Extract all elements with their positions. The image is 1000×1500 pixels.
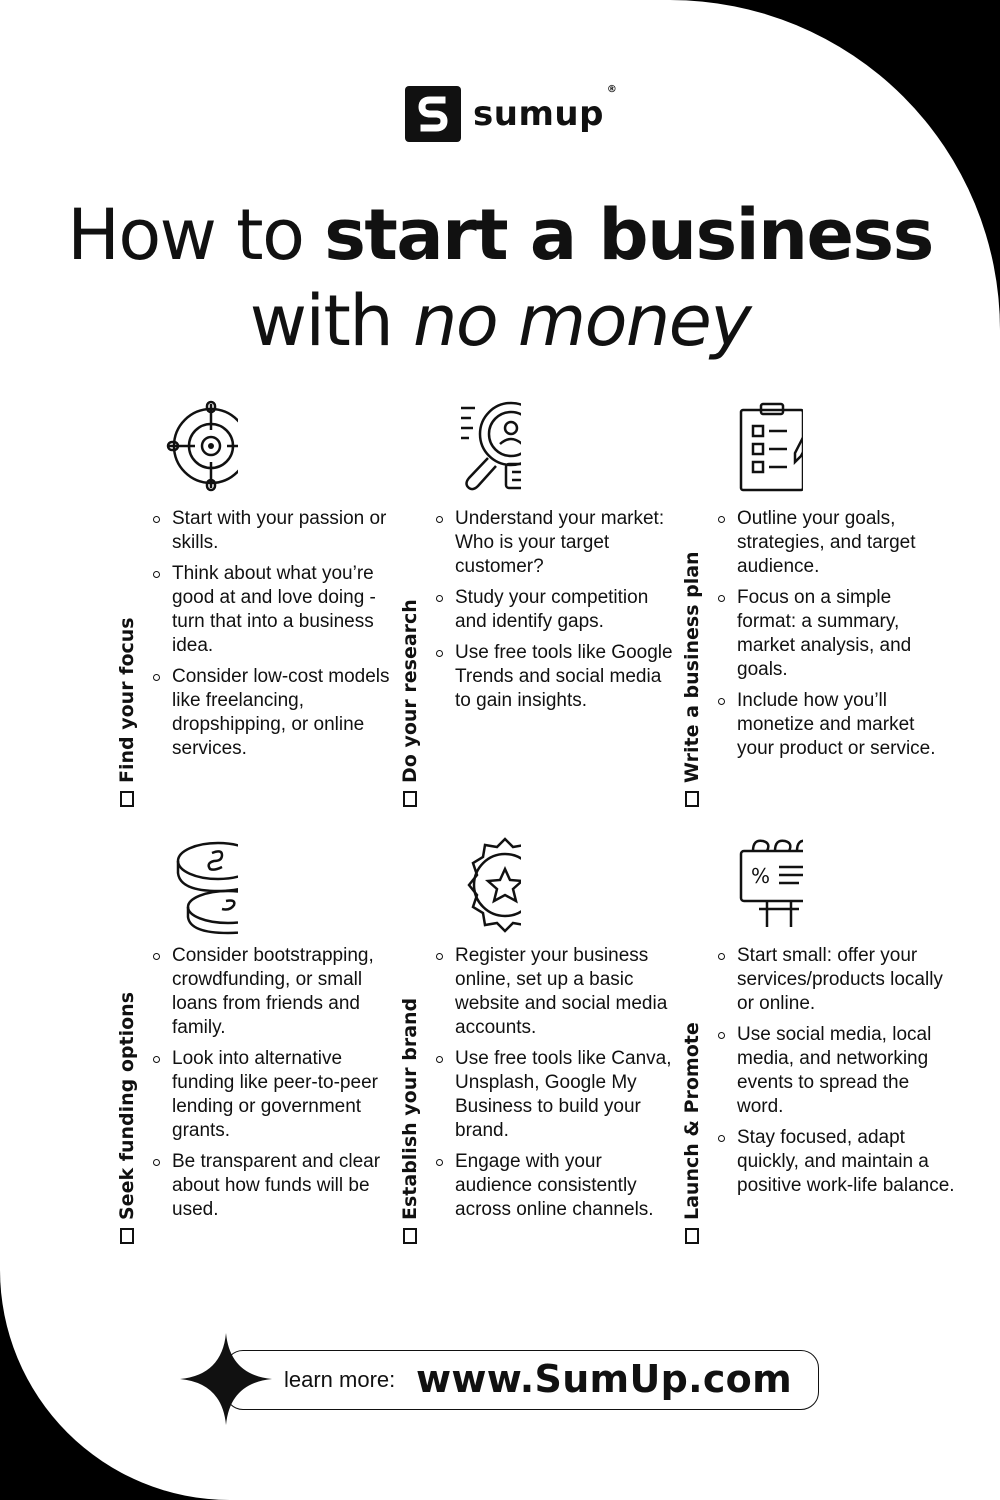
- section-label: [393, 952, 427, 1252]
- list-item: Consider bootstrapping, crowdfunding, or small loans from friends and family.: [150, 944, 390, 1040]
- section-number: [120, 1228, 134, 1244]
- page-title: [0, 192, 1000, 364]
- title-line2-italic: no money: [412, 280, 751, 362]
- list-item: Outline your goals, strategies, and target audience.: [715, 507, 955, 579]
- sparkle-icon: [180, 1333, 272, 1425]
- section-number: [120, 791, 134, 807]
- section-seek-funding-options: [88, 837, 388, 1247]
- section-number: [685, 1228, 699, 1244]
- list-item: Think about what you’re good at and love doing - turn that into a business idea.: [150, 562, 390, 658]
- learn-more-label: learn more:: [284, 1367, 396, 1392]
- list-item: Use social media, local media, and networking events to spread the word.: [715, 1023, 955, 1119]
- list-item: Engage with your audience consistently across online channels.: [433, 1150, 673, 1222]
- section-write-a-business-plan: [653, 400, 953, 810]
- list-item: Be transparent and clear about how funds will be used.: [150, 1150, 390, 1222]
- section-title: Do your research: [399, 599, 421, 783]
- list-item: Focus on a simple format: a summary, market analysis, and goals.: [715, 586, 955, 682]
- website-link[interactable]: www.SumUp.com: [416, 1357, 792, 1401]
- section-do-your-research: [371, 400, 671, 810]
- bullet-list: [150, 507, 390, 768]
- section-title: Write a business plan: [681, 551, 703, 783]
- sumup-logo[interactable]: [405, 86, 617, 142]
- sumup-logo-icon: [405, 86, 461, 142]
- section-launch-and-promote: [653, 837, 953, 1247]
- target-icon: [118, 400, 238, 500]
- title-line1-light: How to: [67, 194, 325, 276]
- learn-more-banner[interactable]: [225, 1350, 819, 1410]
- list-item: Start small: offer your services/products locally or online.: [715, 944, 955, 1016]
- list-item: Study your competition and identify gaps.: [433, 586, 673, 634]
- promo-billboard-icon: [683, 837, 803, 937]
- magnifier-user-icon: [401, 400, 521, 500]
- section-label: [675, 952, 709, 1252]
- svg-text:%: %: [751, 864, 771, 888]
- section-title: Find your focus: [116, 617, 138, 783]
- list-item: Register your business online, set up a basic website and social media accounts.: [433, 944, 673, 1040]
- section-label: [393, 515, 427, 815]
- section-find-your-focus: [88, 400, 388, 810]
- coins-icon: [118, 837, 238, 937]
- clipboard-checklist-icon: [683, 400, 803, 500]
- section-label: [110, 952, 144, 1252]
- bullet-list: [150, 944, 390, 1229]
- list-item: Start with your passion or skills.: [150, 507, 390, 555]
- list-item: Stay focused, adapt quickly, and maintain a positive work-life balance.: [715, 1126, 955, 1198]
- title-line1-bold: start a business: [324, 194, 933, 276]
- bullet-list: [715, 507, 955, 768]
- star-badge-icon: [401, 837, 521, 937]
- section-label: [675, 515, 709, 815]
- section-title: Establish your brand: [399, 997, 421, 1220]
- list-item: Include how you’ll monetize and market your product or service.: [715, 689, 955, 761]
- section-title: Seek funding options: [116, 991, 138, 1220]
- list-item: Use free tools like Canva, Unsplash, Google My Business to build your brand.: [433, 1047, 673, 1143]
- section-establish-your-brand: [371, 837, 671, 1247]
- bullet-list: [433, 507, 673, 720]
- list-item: Understand your market: Who is your target customer?: [433, 507, 673, 579]
- section-number: [403, 791, 417, 807]
- bullet-list: [715, 944, 955, 1205]
- brand-name: sumup®: [473, 84, 618, 134]
- list-item: Look into alternative funding like peer-to-peer lending or government grants.: [150, 1047, 390, 1143]
- section-label: [110, 515, 144, 815]
- list-item: Consider low-cost models like freelancing, dropshipping, or online services.: [150, 665, 390, 761]
- list-item: Use free tools like Google Trends and social media to gain insights.: [433, 641, 673, 713]
- section-title: Launch & Promote: [681, 1022, 703, 1220]
- section-number: [685, 791, 699, 807]
- section-number: [403, 1228, 417, 1244]
- bullet-list: [433, 944, 673, 1229]
- title-line2-light: with: [249, 280, 413, 362]
